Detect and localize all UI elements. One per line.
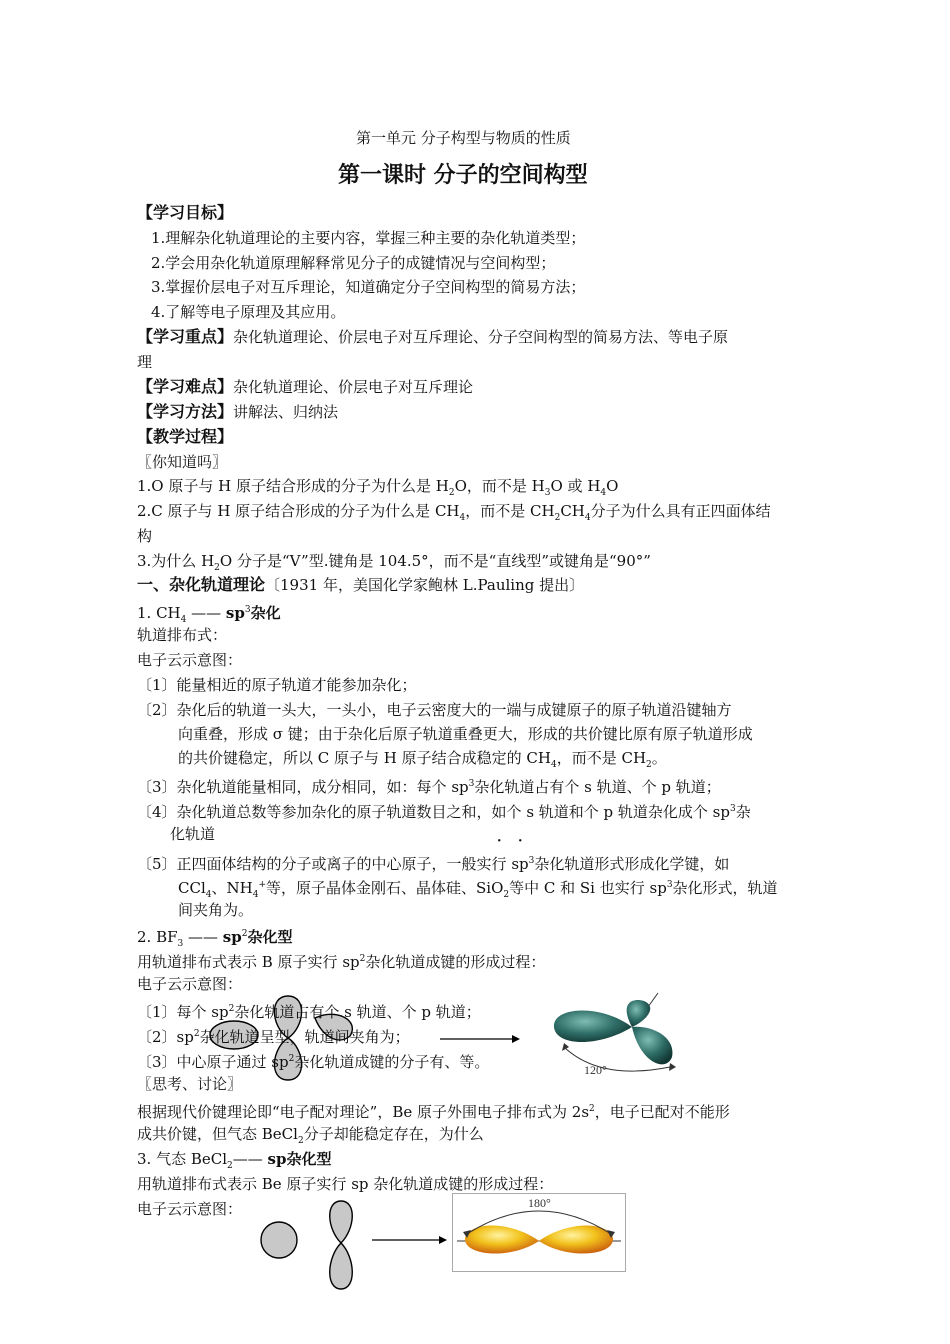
- key-points: [137, 325, 728, 349]
- key-points-heading: 【学习重点】: [137, 327, 234, 346]
- think-heading: 〖思考、讨论〗: [137, 1075, 243, 1093]
- difficulties: [137, 375, 473, 399]
- arc-arrow: [669, 1063, 676, 1071]
- ch4-orbital-line: 轨道排布式：: [137, 626, 228, 644]
- ch4-point-2: 的共价键稳定，所以 C 原子与 H 原子结合成稳定的 $CH_4$，而不是 $CH_2$。: [178, 749, 667, 770]
- objective-item: 4.了解等电子原理及其应用。: [151, 303, 346, 321]
- bf3-heading: 2. $BF_3$ —— $sp^2$杂化型: [137, 928, 293, 949]
- arrow-head: [512, 1035, 520, 1043]
- sp-cloud-svg: [453, 1194, 625, 1271]
- becl2-cloud-line: 电子云示意图：: [137, 1200, 243, 1218]
- objective-item: 1.理解杂化轨道理论的主要内容，掌握三种主要的杂化轨道类型；: [151, 229, 586, 247]
- difficulties-heading: 【学习难点】: [137, 377, 234, 396]
- process-heading: 【教学过程】: [137, 427, 234, 446]
- ch4-point-2: 向重叠，形成 σ 键；由于杂化后原子轨道重叠更大，形成的共价键比原有原子轨道形成: [178, 725, 753, 743]
- ch4-point-1: 〔1〕能量相近的原子轨道才能参加杂化；: [137, 676, 417, 694]
- think-line1: 根据现代价键理论即“电子配对理论”，Be 原子外围电子排布式为 $2s^2$，电子已配对不能形: [137, 1103, 730, 1121]
- emphasis-dots: · ·: [497, 834, 529, 849]
- arrow-head: [439, 1236, 447, 1244]
- objective-item: 3.掌握价层电子对互斥理论，知道确定分子空间构型的简易方法；: [151, 278, 586, 296]
- difficulties-text: 杂化轨道理论、价层电子对互斥理论: [233, 378, 474, 396]
- bf3-point-1: 〔1〕每个 $sp^2$杂化轨道占有个 s 轨道、个 p 轨道；: [137, 1003, 481, 1021]
- question-3: 3.为什么 $H_2O$ 分子是“V”型.键角是 104.5°，而不是“直线型”或键角是“90°”: [137, 552, 651, 573]
- methods-heading: 【学习方法】: [137, 402, 234, 421]
- p-orbital-lobe: [330, 1201, 353, 1243]
- becl2-heading: 3. 气态 BeCl$_2$—— sp杂化型: [137, 1150, 332, 1171]
- ch4-point-3: 〔3〕杂化轨道能量相同，成分相同，如：每个 $sp^3$杂化轨道占有个 s 轨道、个 p 轨道；: [137, 778, 721, 796]
- bf3-point-3: 〔3〕中心原子通过 $sp^2$杂化轨道成键的分子有、等。: [137, 1053, 490, 1071]
- sp2-lobe: [627, 1000, 651, 1027]
- sp2-cloud-image: [540, 985, 700, 1080]
- sp-lobe: [465, 1226, 539, 1254]
- think-line2: 成共价键，但气态 BeCl$_2$分子却能稳定存在，为什么: [137, 1125, 484, 1146]
- arc-arrow: [562, 1043, 569, 1051]
- lesson-title: 第一课时 分子的空间构型: [338, 163, 588, 188]
- sp2-lobe: [554, 1010, 632, 1042]
- sp2-lobe: [632, 1027, 672, 1065]
- sp-lobe: [539, 1226, 613, 1254]
- angle-label: 180°: [528, 1196, 551, 1210]
- key-points-text: 杂化轨道理论、价层电子对互斥理论、分子空间构型的简易方法、等电子原: [233, 328, 729, 346]
- ch4-point-4: 化轨道: [170, 825, 216, 843]
- ch4-point-2: 〔2〕杂化后的轨道一头大，一头小，电子云密度大的一端与成键原子的原子轨道沿键轴方: [137, 701, 732, 719]
- key-points-cont: 理: [137, 353, 153, 371]
- methods-text: 讲解法、归纳法: [233, 403, 339, 421]
- question-2-cont: 构: [137, 527, 153, 545]
- becl2-line1: 用轨道排布式表示 Be 原子实行 sp 杂化轨道成键的形成过程：: [137, 1175, 554, 1193]
- sp-orbital-diagram: [255, 1195, 455, 1295]
- p-orbital-lobe: [330, 1243, 353, 1289]
- objective-item: 2.学会用杂化轨道原理解释常见分子的成键情况与空间构型；: [151, 254, 556, 272]
- bf3-cloud-line: 电子云示意图：: [137, 975, 243, 993]
- bf3-point-2: 〔2〕$sp^2$杂化轨道呈型，轨道间夹角为；: [137, 1028, 410, 1046]
- section1-heading: 一、杂化轨道理论〔1931 年，美国化学家鲍林 L.Pauling 提出〕: [137, 575, 585, 594]
- bf3-line1: 用轨道排布式表示 B 原子实行 $sp^2$杂化轨道成键的形成过程：: [137, 953, 546, 971]
- unit-title: 第一单元 分子构型与物质的性质: [356, 129, 571, 147]
- s-orbital: [261, 1222, 297, 1258]
- angle-label: 120°: [584, 1063, 607, 1077]
- sp-cloud-image: [452, 1193, 626, 1272]
- ch4-heading: 1. $CH_4$ —— $sp^3$杂化: [137, 604, 281, 625]
- ch4-point-4: 〔4〕杂化轨道总数等参加杂化的原子轨道数目之和，如个 s 轨道和个 p 轨道杂化成个 $sp^3$杂: [137, 803, 751, 821]
- ch4-point-5: CCl$_4$、$NH_4^+$等，原子晶体金刚石、晶体硅、SiO$_2$等中 C 和 Si 也实行 $sp^3$杂化形式，轨道: [178, 879, 778, 900]
- ch4-point-5: 〔5〕正四面体结构的分子或离子的中心原子，一般实行 $sp^3$杂化轨道形式形成化学键，如: [137, 855, 730, 873]
- ch4-point-5: 间夹角为。: [178, 901, 254, 919]
- ch4-cloud-line: 电子云示意图：: [137, 651, 243, 669]
- objectives-heading: 【学习目标】: [137, 203, 234, 222]
- methods: [137, 400, 338, 424]
- did-you-know: 〖你知道吗〗: [137, 453, 228, 471]
- question-1: 1.O 原子与 H 原子结合形成的分子为什么是 $H_2O$，而不是 $H_3O$ 或 $H_4O$: [137, 477, 619, 498]
- question-2: 2.C 原子与 H 原子结合形成的分子为什么是 $CH_4$，而不是 $CH_2CH_4$分子为什么具有正四面体结: [137, 502, 771, 523]
